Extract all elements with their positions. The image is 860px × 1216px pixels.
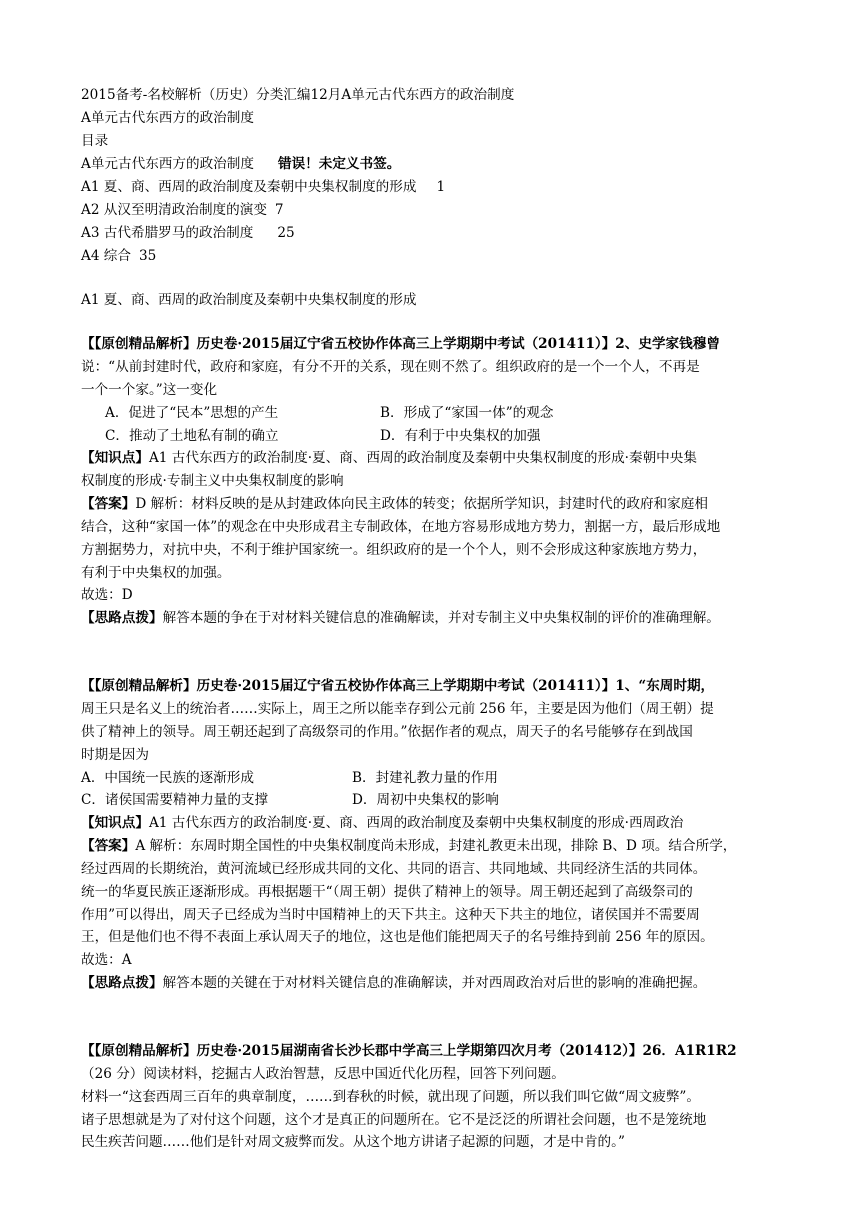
solution-tip: 【思路点拨】解答本题的关键在于对材料关键信息的准确解读，并对西周政治对后世的影响的准确把握。: [81, 975, 707, 991]
material-text: 材料一“这套西周三百年的典章制度，……到春秋的时候，就出现了问题，所以我们叫它做“周文疲弊”。: [81, 1089, 700, 1105]
question-text: 一个一个家。”这一变化: [81, 382, 218, 398]
answer-text: 结合，这种“家国一体”的观念在中央形成君主专制政体，在地方容易形成地方势力，割据一方，最后形成地: [81, 519, 721, 535]
answer-text: 统一的华夏民族正逐渐形成。再根据题干“（周王朝）提供了精神上的领导。周王朝还起到了高级祭司的: [81, 884, 693, 900]
question-source: 【【原创精品解析】历史卷·2015届湖南省长沙长郡中学高三上学期第四次月考（201412）】26．A1R1R2: [81, 1043, 737, 1059]
option-c: C．推动了土地私有制的确立: [105, 428, 279, 444]
question-text: 周王只是名义上的统治者……实际上，周王之所以能幸存到公元前 256 年，主要是因为他们（周王朝）提: [81, 701, 714, 717]
toc-entry[interactable]: [81, 222, 295, 244]
knowledge-point: 【知识点】A1 古代东西方的政治制度·夏、商、西周的政治制度及秦朝中央集权制度的形成·西周政治: [81, 815, 684, 831]
answer: 【答案】D 解析：材料反映的是从封建政体向民主政体的转变；依据所学知识，封建时代的政府和家庭相: [81, 496, 708, 512]
toc-entry[interactable]: [81, 176, 445, 198]
option-a: A．中国统一民族的逐渐形成: [81, 770, 254, 786]
toc-entry-label: A单元古代东西方的政治制度: [81, 156, 254, 172]
question-text: 供了精神上的领导。周王朝还起到了高级祭司的作用。”依据作者的观点，周天子的名号能够存在到战国: [81, 724, 693, 740]
section-heading: A1 夏、商、西周的政治制度及秦朝中央集权制度的形成: [81, 292, 417, 308]
answer: 【答案】A 解析：东周时期全国性的中央集权制度尚未形成，封建礼教更未出现，排除 B、D 项。结合所学，: [81, 838, 737, 854]
question-text: （26 分）阅读材料，挖掘古人政治智慧，反思中国近代化历程，回答下列问题。: [81, 1066, 565, 1082]
toc-entry-label: A1 夏、商、西周的政治制度及秦朝中央集权制度的形成: [81, 179, 417, 195]
knowledge-point: 权制度的形成·专制主义中央集权制度的影响: [81, 473, 344, 489]
answer-text: 作用”可以得出，周天子已经成为当时中国精神上的天下共主。这种天下共主的地位，诸侯国并不需要周: [81, 907, 700, 923]
toc-entry[interactable]: [81, 153, 400, 175]
question-text: 时期是因为: [81, 747, 149, 763]
solution-tip: 【思路点拨】解答本题的争在于对材料关键信息的准确解读，并对专制主义中央集权制的评价的准确理解。: [81, 610, 720, 626]
option-b: B．形成了“家国一体”的观念: [380, 405, 554, 421]
answer-choice: 故选：D: [81, 587, 133, 603]
document-subtitle: A单元古代东西方的政治制度: [81, 110, 254, 126]
toc-entry-page: 错误！未定义书签。: [277, 156, 401, 172]
material-text: 诸子思想就是为了对付这个问题，这个才是真正的问题所在。它不是泛泛的所谓社会问题，也不是笼统地: [81, 1112, 707, 1128]
toc-entry-label: A3 古代希腊罗马的政治制度: [81, 225, 254, 241]
answer-text: 方割据势力，对抗中央，不利于维护国家统一。组织政府的是一个个人，则不会形成这种家族地方势力，: [81, 542, 707, 558]
toc-entry-page: 1: [436, 179, 446, 195]
toc-entry-label: A4 综合: [81, 248, 131, 264]
option-d: D．周初中央集权的影响: [352, 792, 499, 808]
toc-entry-page: 25: [277, 225, 295, 241]
option-b: B．封建礼教力量的作用: [352, 770, 498, 786]
toc-entry-label: A2 从汉至明清政治制度的演变: [81, 202, 267, 218]
toc-heading: 目录: [81, 133, 109, 149]
answer-text: 经过西周的长期统治，黄河流域已经形成共同的文化、共同的语言、共同地域、共同经济生活的共同体。: [81, 861, 707, 877]
question-source: 【【原创精品解析】历史卷·2015届辽宁省五校协作体高三上学期期中考试（201411）】1、“东周时期，: [81, 678, 715, 694]
option-a: A．促进了“民本”思想的产生: [105, 405, 279, 421]
toc-entry[interactable]: [81, 199, 284, 221]
option-c: C．诸侯国需要精神力量的支撑: [81, 792, 269, 808]
question-text: 说：“从前封建时代，政府和家庭，有分不开的关系，现在则不然了。组织政府的是一个一个人，不再是: [81, 359, 700, 375]
toc-entry[interactable]: [81, 245, 156, 267]
toc-entry-page: 35: [138, 248, 157, 264]
answer-text: 有利于中央集权的加强。: [81, 565, 231, 581]
knowledge-point: 【知识点】A1 古代东西方的政治制度·夏、商、西周的政治制度及秦朝中央集权制度的形成·秦朝中央集: [81, 450, 697, 466]
material-text: 民生疾苦问题……他们是针对周文疲弊而发。从这个地方讲诸子起源的问题，才是中肯的。”: [81, 1134, 625, 1150]
document-title: 2015备考-名校解析（历史）分类汇编12月A单元古代东西方的政治制度: [81, 87, 515, 103]
toc-entry-page: 7: [274, 202, 284, 218]
option-d: D．有利于中央集权的加强: [380, 428, 541, 444]
question-source: 【【原创精品解析】历史卷·2015届辽宁省五校协作体高三上学期期中考试（201411）】2、史学家钱穆曾: [81, 336, 720, 352]
answer-text: 王，但是他们也不得不表面上承认周天子的地位，这也是他们能把周天子的名号维持到前 256 年的原因。: [81, 929, 714, 945]
answer-choice: 故选：A: [81, 952, 132, 968]
